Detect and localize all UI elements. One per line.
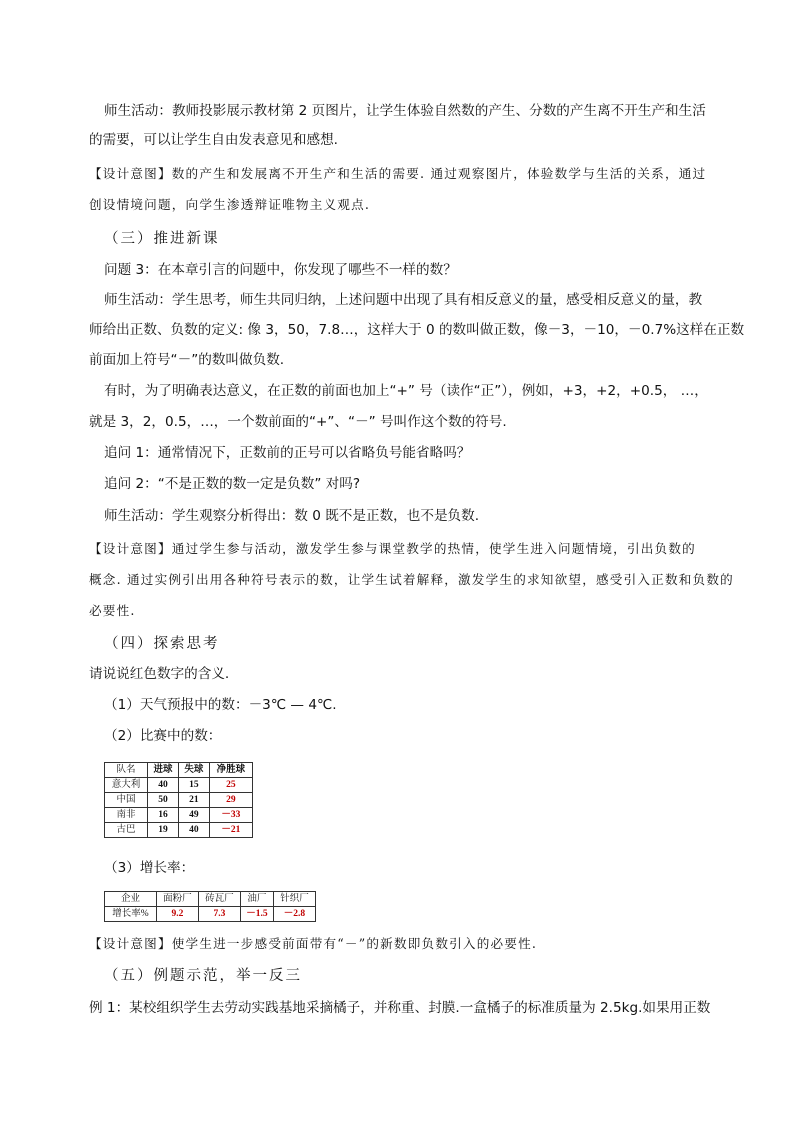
table-cell: 古巴 [105, 823, 148, 838]
item-growth-rate: （3）增长率： [104, 860, 195, 876]
table-row [105, 823, 253, 838]
table-cell-red: －2.8 [273, 907, 315, 922]
design-intent-3: 【设计意图】使学生进一步感受前面带有“－”的新数即负数引入的必要性. [89, 936, 538, 951]
section-heading-3: （三）推进新课 [104, 231, 220, 247]
table-cell-red: 9.2 [156, 907, 198, 922]
table-row [105, 793, 253, 808]
table-header-cell: 油厂 [240, 892, 273, 907]
table-cell: 16 [148, 808, 179, 823]
design-intent-2: 【设计意图】通过学生参与活动，激发学生参与课堂教学的热情，使学生进入问题情境，引出负数的 [89, 541, 696, 556]
follow-up-question-2: 追问 2：“不是正数的数一定是负数” 对吗? [104, 476, 361, 492]
prompt-red-numbers: 请说说红色数字的含义. [89, 666, 230, 682]
paragraph-teacher-activity-3: 师生活动：学生观察分析得出：数 0 既不是正数，也不是负数. [104, 508, 480, 524]
match-table [104, 762, 253, 838]
design-intent-2-cont2: 必要性. [89, 603, 136, 618]
table-header-cell: 企业 [105, 892, 157, 907]
paragraph-sign-note: 有时，为了明确表达意义，在正数的前面也加上“+” 号（读作“正”），例如，+3，+2，+0.5， …， [104, 383, 708, 399]
table-header-cell: 净胜球 [209, 763, 252, 778]
item-weather: （1）天气预报中的数：－3℃ — 4℃. [104, 697, 337, 713]
paragraph-teacher-activity-1: 师生活动：教师投影展示教材第 2 页图片，让学生体验自然数的产生、分数的产生离不开生产和生活 [104, 103, 706, 119]
paragraph-teacher-activity-2: 师生活动：学生思考，师生共同归纳，上述问题中出现了具有相反意义的量，感受相反意义的量，教 [104, 292, 703, 308]
table-cell-red: －21 [209, 823, 252, 838]
table-cell: 南非 [105, 808, 148, 823]
table-cell: 增长率% [105, 907, 157, 922]
table-cell-red: －1.5 [240, 907, 273, 922]
design-intent-2-cont: 概念. 通过实例引出用各种符号表示的数，让学生试着解释，激发学生的求知欲望，感受引入正数和负数的 [89, 572, 734, 587]
table-cell-red: －33 [209, 808, 252, 823]
table-header-cell: 针织厂 [273, 892, 315, 907]
table-row [105, 808, 253, 823]
table-header-cell: 失球 [178, 763, 209, 778]
item-match: （2）比赛中的数： [104, 728, 222, 744]
growth-table [104, 891, 316, 922]
table-cell-red: 7.3 [198, 907, 240, 922]
table-header-cell: 砖瓦厂 [198, 892, 240, 907]
table-cell: 40 [178, 823, 209, 838]
table-header-row [105, 892, 316, 907]
paragraph-sign-note-cont: 就是 3，2，0.5，…，一个数前面的“+”、“－” 号叫作这个数的符号. [89, 414, 507, 430]
example-1: 例 1：某校组织学生去劳动实践基地采摘橘子，并称重、封膜.一盒橘子的标准质量为 2.5kg.如果用正数 [89, 1000, 711, 1016]
table-cell: 中国 [105, 793, 148, 808]
table-cell: 15 [178, 778, 209, 793]
table-cell-red: 25 [209, 778, 252, 793]
paragraph-teacher-activity-2-cont: 师给出正数、负数的定义: 像 3，50，7.8…，这样大于 0 的数叫做正数，像－3，－10，－0.7%这样在正数 [89, 322, 745, 338]
table-cell: 50 [148, 793, 179, 808]
table-cell: 19 [148, 823, 179, 838]
question-3: 问题 3：在本章引言的问题中，你发现了哪些不一样的数？ [104, 262, 457, 278]
table-row [105, 907, 316, 922]
follow-up-question-1: 追问 1：通常情况下，正数前的正号可以省略负号能省略吗？ [104, 445, 471, 461]
design-intent-1: 【设计意图】数的产生和发展离不开生产和生活的需要. 通过观察图片，体验数学与生活的关系，通过 [89, 166, 707, 181]
table-cell: 40 [148, 778, 179, 793]
table-header-cell: 面粉厂 [156, 892, 198, 907]
table-row [105, 778, 253, 793]
paragraph-teacher-activity-2-cont2: 前面加上符号“－”的数叫做负数. [89, 352, 285, 368]
table-header-row [105, 763, 253, 778]
design-intent-1-cont: 创设情境问题，向学生渗透辩证唯物主义观点. [89, 197, 371, 212]
section-heading-5: （五）例题示范，举一反三 [104, 968, 302, 984]
table-cell: 意大利 [105, 778, 148, 793]
table-cell: 21 [178, 793, 209, 808]
table-header-cell: 队名 [105, 763, 148, 778]
table-cell: 49 [178, 808, 209, 823]
table-header-cell: 进球 [148, 763, 179, 778]
paragraph-teacher-activity-1-cont: 的需要，可以让学生自由发表意见和感想. [89, 132, 339, 148]
table-cell-red: 29 [209, 793, 252, 808]
section-heading-4: （四）探索思考 [104, 636, 220, 652]
